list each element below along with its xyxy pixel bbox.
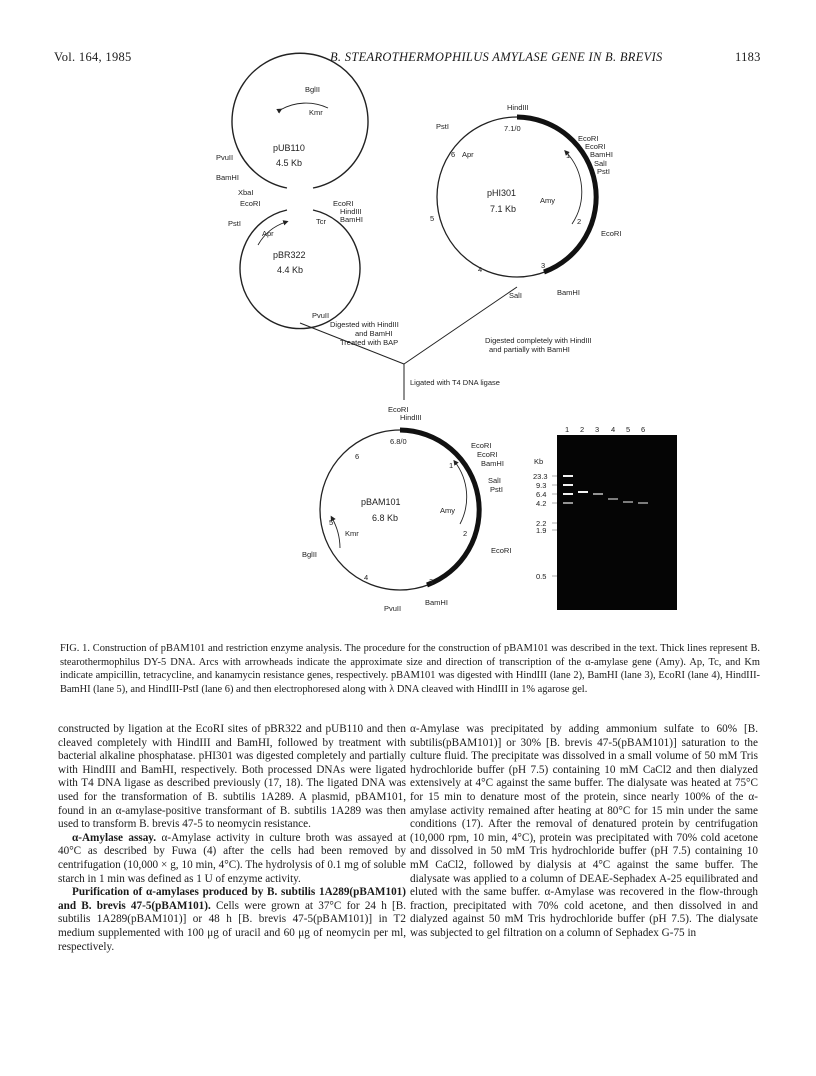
site-hindiii: HindIII: [340, 207, 362, 216]
step-right-1: Digested completely with HindIII: [485, 336, 592, 345]
lane-5: 5: [626, 425, 631, 434]
plasmid-pBAM101: [302, 405, 511, 613]
site-bamhi-6: BamHI: [481, 459, 504, 468]
marker-1-9: 1.9: [536, 526, 547, 535]
left-paragraph-3: [58, 886, 406, 954]
pHI301-size: 7.1 Kb: [490, 204, 517, 214]
tick-5: 5: [430, 214, 435, 223]
site-bglii: BglII: [305, 85, 321, 94]
tcr-label: Tcr: [316, 217, 326, 226]
construction-steps: [300, 287, 592, 400]
site-hindiii-6: HindIII: [400, 413, 422, 422]
amy-label: Amy: [540, 196, 555, 205]
section-head-assay: α-Amylase assay.: [72, 831, 157, 844]
marker-9-3: 9.3: [536, 481, 547, 490]
left-paragraph-1: constructed by ligation at the EcoRI sites of pBR322 and pUB110 and then cleaved completely with HindIII and BamHI, followed by treatment with bacterial alkaline phosphatase. pHI301 was digested completely and partially with HindIII and BamHI, respectively. Both processed DNAs were ligated with T4 DNA ligase as described previously (17, 18). The ligated DNA was used for the transformation of B. subtilis 1A289. A plasmid, pBAM101, found in an α-amylase-positive transformant of B. subtilis 1A289 was then used to transform B. brevis 47-5 to neomycin resistance.: [58, 723, 406, 831]
site-sali-6: SalI: [488, 476, 501, 485]
apr-label: Apr: [262, 229, 274, 238]
tick-1: 1: [566, 151, 571, 160]
left-column: [58, 723, 406, 954]
marker-0-5: 0.5: [536, 572, 547, 581]
site-psti: PstI: [228, 219, 241, 228]
coord-pHI301: 7.1/0: [504, 124, 521, 133]
site-ecori: EcoRI: [240, 199, 261, 208]
assay-text: α-Amylase activity in culture broth was assayed at 40°C as described by Fuwa (4) after the cells had been removed by centrifugation (10,000 × g, 10 min, 4°C). The hydrolysis of 0.1 mg of soluble starch in 1 min was defined as 1 U of enzyme activity.: [58, 831, 406, 885]
site-sali-4: SalI: [509, 291, 522, 300]
site-bamhi-2: BamHI: [340, 215, 363, 224]
site-ecori-2: EcoRI: [333, 199, 354, 208]
site-ecori-5: EcoRI: [601, 229, 622, 238]
section-head-purification: Purification of α-amylases produced by B. subtilis 1A289(pBAM101) and B. brevis 47-5(pBAM101).: [58, 886, 406, 912]
tick-3: 3: [541, 261, 546, 270]
right-paragraph-1: α-Amylase was precipitated by adding ammonium sulfate to 60% [B. subtilis(pBAM101)] or 30% [B. brevis 47-5(pBAM101)] saturation to the culture fluid. The precipitate was dissolved in a small volume of 50 mM Tris hydrochloride buffer (pH 7.5) containing 10 mM CaCl2 and then dialyzed extensively at 4°C against the same buffer. The dialysate was heated at 75°C for 15 min to denature most of the protein, since nearly 100% of the α-amylase activity remained after heating at 80°C for 15 min under the same conditions (17). After the removal of denatured protein by centrifugation (10,000 rpm, 10 min, 4°C), protein was precipitated with 70% cold acetone and dissolved in 50 mM Tris hydrochloride buffer (pH 7.5) containing 10 mM CaCl2, followed by dialysis at 4°C against the same buffer. The dialysate was applied to a column of DEAE-Sephadex A-25 equilibrated and eluted with the same buffer. α-Amylase was recovered in the flow-through fraction, precipitated with 70% cold acetone, and then dissolved in and dialyzed against 50 mM Tris hydrochloride buffer (pH 7.5). The dialysate was subjected to gel filtration on a column of Sephadex G-75 in: [410, 723, 758, 939]
step-left-1: Digested with HindIII: [330, 320, 399, 329]
tick-2b: 2: [463, 529, 468, 538]
site-ecori-7: EcoRI: [471, 441, 492, 450]
marker-23-3: 23.3: [533, 472, 548, 481]
amy-label-2: Amy: [440, 506, 455, 515]
plasmid-pUB110: [216, 53, 368, 208]
tick-6: 6: [451, 150, 456, 159]
gel-image: [533, 425, 677, 610]
site-ecori-6: EcoRI: [388, 405, 409, 414]
pBR322-size: 4.4 Kb: [277, 265, 304, 275]
pBR322-name: pBR322: [273, 250, 306, 260]
left-paragraph-2: [58, 832, 406, 886]
site-bglii-2: BglII: [302, 550, 318, 559]
site-bamhi: BamHI: [216, 173, 239, 182]
tick-1b: 1: [449, 461, 454, 470]
site-hindiii-3: HindIII: [507, 103, 529, 112]
pHI301-name: pHI301: [487, 188, 517, 198]
site-bamhi-7: BamHI: [425, 598, 448, 607]
site-pvuii-3: PvuII: [384, 604, 402, 613]
site-xbai: XbaI: [238, 188, 254, 197]
site-pvuii-2: PvuII: [312, 311, 330, 320]
kmr-label: Kmr: [309, 108, 323, 117]
tick-6b: 6: [355, 452, 360, 461]
lane-1: 1: [565, 425, 570, 434]
site-psti-4: PstI: [597, 167, 610, 176]
running-title: B. STEAROTHERMOPHILUS AMYLASE GENE IN B. BREVIS: [330, 50, 663, 64]
pUB110-name: pUB110: [273, 143, 305, 153]
figure-caption: [60, 642, 760, 696]
pUB110-size: 4.5 Kb: [276, 158, 303, 168]
tick-2: 2: [577, 217, 582, 226]
right-column: [410, 723, 758, 941]
pBAM101-size: 6.8 Kb: [372, 513, 399, 523]
coord-pBAM101: 6.8/0: [390, 437, 407, 446]
caption-label: FIG. 1.: [60, 643, 90, 654]
marker-6-4: 6.4: [536, 490, 547, 499]
lane-2: 2: [580, 425, 585, 434]
site-ecori-9: EcoRI: [491, 546, 512, 555]
site-bamhi-3: BamHI: [590, 150, 613, 159]
site-ecori-3: EcoRI: [578, 134, 599, 143]
gel-unit: Kb: [534, 457, 544, 466]
journal-volume: Vol. 164, 1985: [54, 50, 132, 64]
step-right-2: and partially with BamHI: [489, 345, 570, 354]
tick-3b: 3: [429, 577, 434, 586]
marker-2-2: 2.2: [536, 519, 547, 528]
caption-text: Construction of pBAM101 and restriction enzyme analysis. The procedure for the construction of pBAM101 was described in the text. Thick lines represent B. stearothermophilus DY-5 DNA. Arcs with arrowheads indicate the approximate size and direction of transcription of the α-amylase gene (Amy). Ap, Tc, and Km indicate ampicillin, tetracycline, and kanamycin resistance genes, respectively. pBAM101 was digested with HindIII (lane 2), BamHI (lane 3), EcoRI (lane 4), HindIII-BamHI (lane 5), and HindIII-PstI (lane 6) and then electrophoresed along with λ DNA cleaved with HindIII in 1% agarose gel.: [60, 643, 760, 695]
marker-4-2: 4.2: [536, 499, 547, 508]
step-left-2: and BamHI: [355, 329, 393, 338]
lane-6: 6: [641, 425, 646, 434]
site-bamhi-4: BamHI: [557, 288, 580, 297]
site-pvuii: PvuII: [216, 153, 234, 162]
site-psti-6: PstI: [490, 485, 503, 494]
lane-3: 3: [595, 425, 600, 434]
site-ecori-4: EcoRI: [585, 142, 606, 151]
page-number: 1183: [735, 50, 761, 64]
step-left-3: Treated with BAP: [340, 338, 399, 347]
plasmid-pBR322: [228, 199, 363, 329]
step-ligate: Ligated with T4 DNA ligase: [410, 378, 500, 387]
site-sali-3: SalI: [594, 159, 607, 168]
kmr-label-2: Kmr: [345, 529, 359, 538]
site-ecori-8: EcoRI: [477, 450, 498, 459]
site-psti-3: PstI: [436, 122, 449, 131]
apr-label-2: Apr: [462, 150, 474, 159]
plasmid-pHI301: [430, 103, 621, 300]
purification-text: Cells were grown at 37°C for 24 h [B. subtilis 1A289(pBAM101)] or 48 h [B. brevis 47-5(pBAM101)] in T2 medium supplemented with 100 μg of uracil and 60 μg of neomycin per ml, respectively.: [58, 899, 407, 953]
lane-4: 4: [611, 425, 616, 434]
tick-4b: 4: [364, 573, 369, 582]
pBAM101-name: pBAM101: [361, 497, 401, 507]
tick-5b: 5: [329, 518, 334, 527]
tick-4: 4: [478, 265, 483, 274]
